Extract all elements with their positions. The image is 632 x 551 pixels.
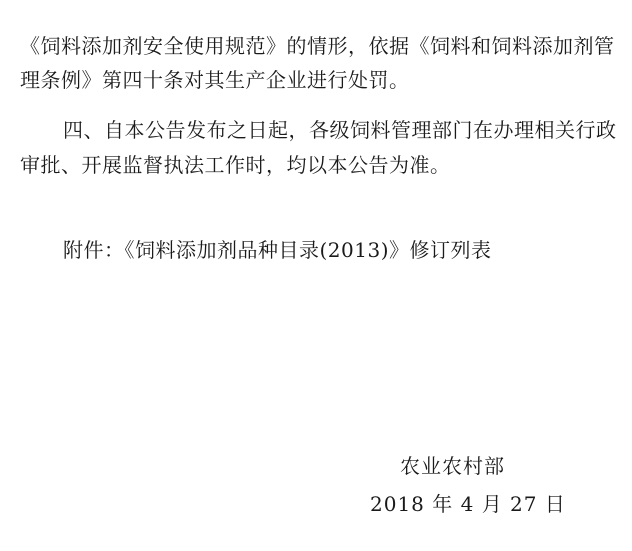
paragraph-continuation-line-2: 理条例》第四十条对其生产企业进行处罚。 [20, 68, 410, 92]
issue-date: 2018 年 4 月 27 日 [370, 492, 566, 516]
paragraph-continuation-line-1: 《饲料添加剂安全使用规范》的情形，依据《饲料和饲料添加剂管 [20, 34, 615, 58]
issuer-signature: 农业农村部 [400, 454, 505, 478]
paragraph-four-line-2: 审批、开展监督执法工作时，均以本公告为准。 [20, 153, 451, 177]
attachment-line: 附件：《饲料添加剂品种目录(2013)》修订列表 [63, 238, 492, 262]
paragraph-four-line-1: 四、自本公告发布之日起，各级饲料管理部门在办理相关行政 [63, 118, 617, 142]
